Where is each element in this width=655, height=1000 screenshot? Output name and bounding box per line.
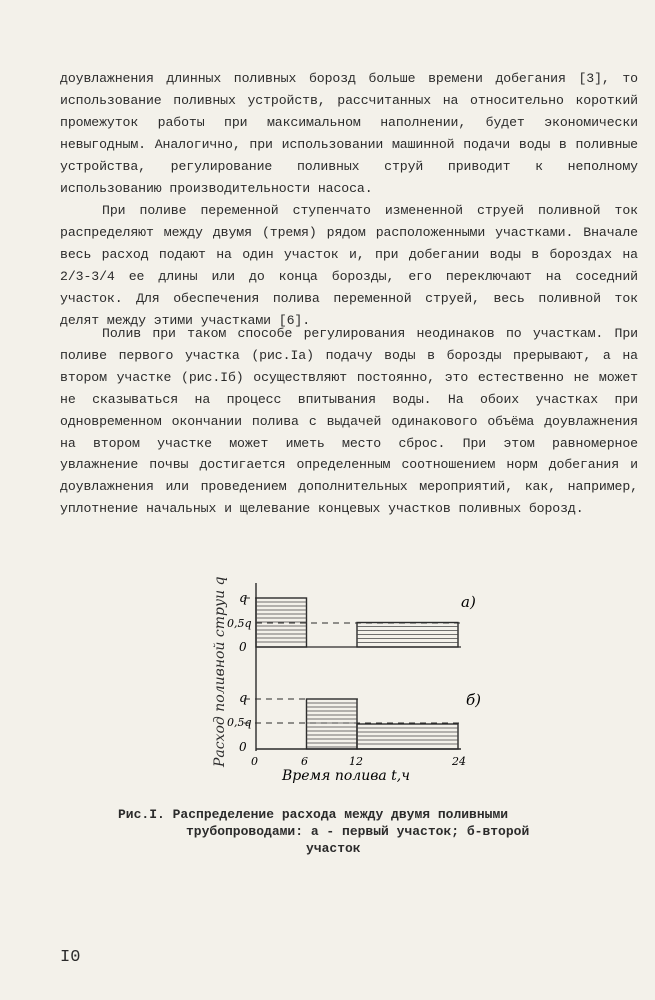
panel-a-label: а) — [461, 593, 476, 611]
x-tick-24: 24 — [452, 755, 466, 768]
page-number: I0 — [60, 948, 81, 967]
paragraph-2: При поливе переменной ступенчато измененной струей поливной ток распределяют между двумя (тремя) рядом расположенными участками. Вначале весь расход подают на один участок и, при добегании воды в бороздах на 2/3-3/4 ее длины или до конца борозды, его переключают на соседний участок. Для обеспечения полива переменной струей, весь поливной ток делят между этими участками [6]. — [60, 203, 638, 328]
tick-q-bottom: q — [239, 691, 248, 706]
x-tick-12: 12 — [349, 755, 363, 768]
tick-05q-top: 0,5q — [227, 617, 252, 630]
x-tick-0: 0 — [251, 755, 258, 768]
tick-0-bottom: 0 — [239, 740, 247, 754]
tick-0-top: 0 — [239, 640, 247, 654]
tick-q-top: q — [239, 591, 248, 606]
figure-caption — [118, 806, 598, 857]
x-tick-6: 6 — [301, 755, 308, 768]
caption-line-2: трубопроводами: а - первый участок; б-второй — [186, 824, 530, 839]
y-axis-label: Расход поливной струи q — [212, 576, 228, 767]
figure-flow-distribution — [196, 555, 496, 785]
flow-chart-svg — [196, 555, 496, 785]
tick-05q-bottom: 0,5q — [227, 716, 252, 729]
bar-panel-б-1 — [307, 699, 358, 749]
caption-line-3: участок — [306, 841, 361, 856]
paragraph-3: Полив при таком способе регулирования неодинаков по участкам. При поливе первого участка (рис.Iа) подачу воды в борозды прерывают, а на втором участке (рис.Iб) осуществляют постоянно, это естественно не может не сказываться на процесс впитывания воды. На обоих участках при одновременном окончании полива с выдачей одинакового объёма доувлажнения на втором участке может иметь место сброс. При этом равномерное увлажнение почвы достигается определенным соотношением норм добегания и доувлажнения или проведением дополнительных мероприятий, как, например, уплотнение начальных и щелевание концевых участков поливных борозд. — [60, 326, 638, 517]
chart-bars — [256, 598, 458, 749]
caption-line-1: Рис.I. Распределение расхода между двумя поливными — [118, 807, 509, 822]
panel-b-label: б) — [466, 691, 482, 709]
x-axis-label: Время полива t,ч — [282, 768, 410, 784]
paragraph-1: доувлажнения длинных поливных борозд больше времени добегания [3], то использование поливных устройств, рассчитанных на относительно короткий промежуток работы при максимальном наполнении, будет экономически невыгодным. Аналогично, при использовании машинной подачи воды в поливные устройства, регулирование поливных струй приводит к неполному использованию производительности насоса. — [60, 71, 638, 196]
